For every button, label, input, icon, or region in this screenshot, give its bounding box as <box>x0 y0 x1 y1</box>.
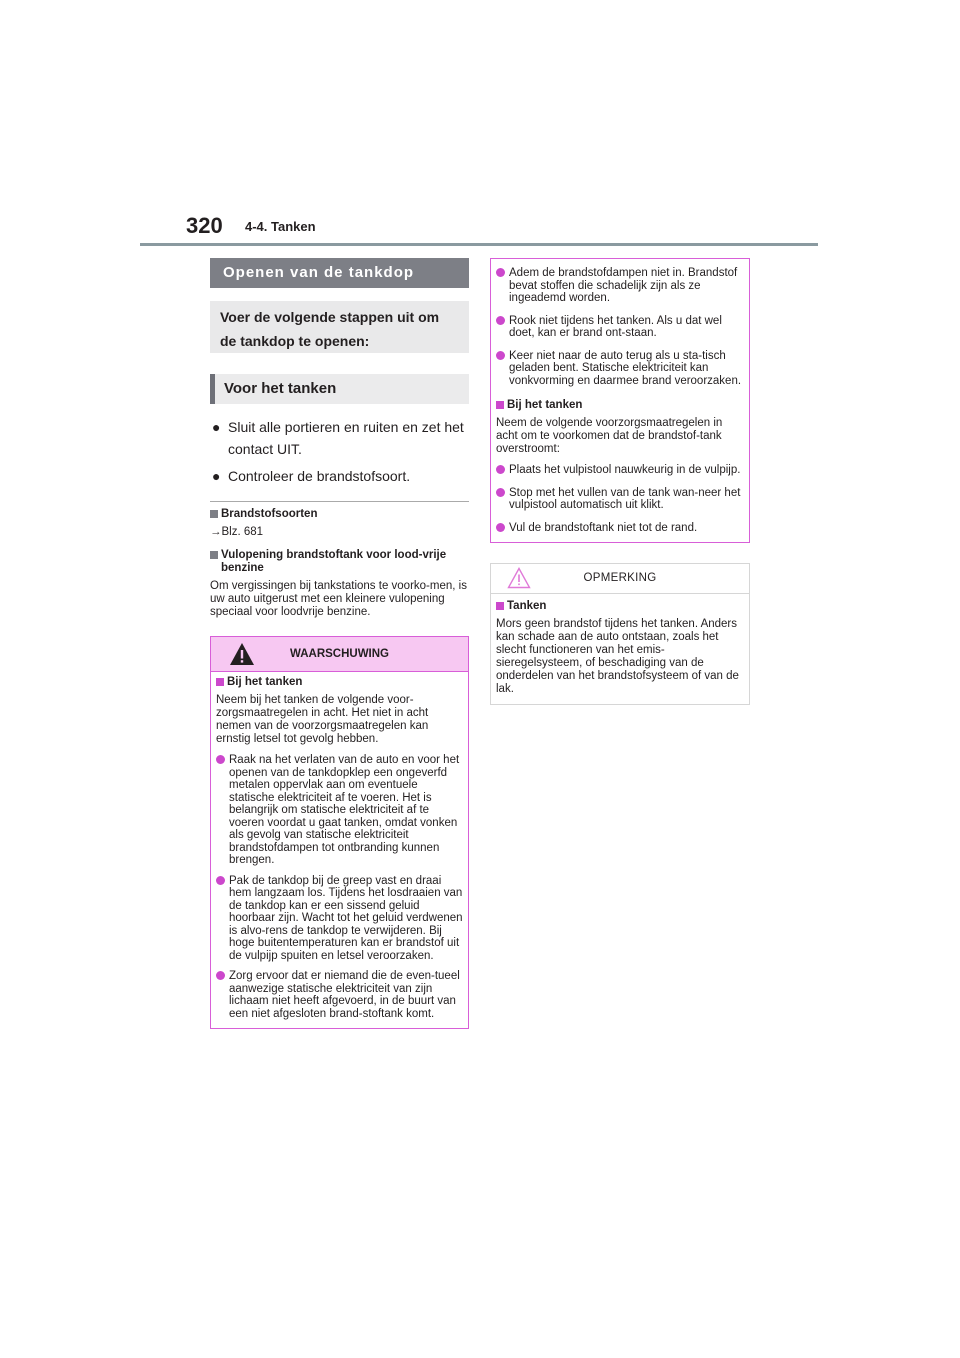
page-number: 320 <box>186 213 223 238</box>
warning-title: WAARSCHUWING <box>211 637 468 672</box>
warning-box-continued <box>490 258 750 543</box>
list-item: ● Controleer de brandstofsoort. <box>210 465 469 487</box>
sub-section-title: Voor het tanken <box>210 374 469 404</box>
opening-text: Om vergissingen bij tankstations te voorko-men, is uw auto uitgerust met een kleinere vulopening speciaal voor loodvrije benzine. <box>210 580 467 618</box>
note-title: OPMERKING <box>491 564 749 594</box>
refuel-intro: Neem de volgende voorzorgsmaatregelen in acht om te voorkomen dat de brandstof-tank overstroomt: <box>496 417 723 455</box>
opening-heading: Vulopening brandstoftank voor lood-vrije benzine <box>210 549 469 575</box>
right-column <box>490 258 750 705</box>
list-item: Pak de tankdop bij de greep vast en draai hem langzaam los. Tijdens het losdraaien van de tankdop kan er een sissend geluid hoorbaar zijn. Wacht tot het geluid verdwenen is alvo-rens de tankdop te verwijderen. Bij hoge buitentemperaturen kan er brandstof uit de vulpijp spuiten en letsel veroorzaken. <box>216 875 463 963</box>
list-item: Keer niet naar de auto terug als u sta-tisch geladen bent. Statische elektriciteit kan vonkvorming en daarmee brand veroorzaken. <box>496 350 744 388</box>
square-bullet-icon <box>216 678 224 686</box>
warning-heading: Bij het tanken <box>216 676 463 689</box>
list-item: ● Sluit alle portieren en ruiten en zet het contact UIT. <box>210 416 469 460</box>
bullet-dot-icon <box>496 465 505 474</box>
list-item: Rook niet tijdens het tanken. Als u dat wel doet, kan er brand ont-staan. <box>496 315 744 340</box>
bullet-dot-icon: ● <box>212 419 221 435</box>
header-rule <box>140 243 818 246</box>
bullet-dot-icon <box>216 876 225 885</box>
bullet-dot-icon <box>496 351 505 360</box>
bullet-dot-icon <box>496 488 505 497</box>
left-column <box>210 258 469 1029</box>
warning-intro: Neem bij het tanken de volgende voor-zorgsmaatregelen in acht. Het niet in acht nemen van de voorzorgsmaatregelen kan ernstig letsel tot gevolg hebben. <box>216 694 429 745</box>
caution-triangle-icon <box>507 567 531 589</box>
list-item: Plaats het vulpistool nauwkeurig in de vulpijp. <box>496 464 744 477</box>
warning-triangle-icon <box>229 642 255 666</box>
bullet-dot-icon <box>216 971 225 980</box>
note-heading: Tanken <box>496 600 744 613</box>
page-reference: →Blz. 681 <box>210 526 264 538</box>
list-item: Raak na het verlaten van de auto en voor het openen van de tankdopklep een ongeverfd metalen oppervlak aan om eventuele statische elektriciteit af te voeren. Het is belangrijk om statische elektriciteit af te voeren voordat u gaat tanken, omdat vonken als gevolg van statische elektriciteit brandstofdampen tot ontbranding kunnen brengen. <box>216 754 463 867</box>
warning-box <box>210 636 469 1029</box>
fuel-types-heading: Brandstofsoorten <box>210 508 469 521</box>
list-item: Vul de brandstoftank niet tot de rand. <box>496 522 744 535</box>
list-item: Adem de brandstofdampen niet in. Brandstof bevat stoffen die schadelijk zijn als ze ingeademd worden. <box>496 267 744 305</box>
note-box <box>490 563 750 705</box>
refuel-heading: Bij het tanken <box>496 399 744 412</box>
bullet-dot-icon <box>216 755 225 764</box>
chapter-title: 4-4. Tanken <box>245 219 316 234</box>
list-item: Stop met het vullen van de tank wan-neer het vulpistool automatisch uit klikt. <box>496 487 744 512</box>
square-bullet-icon <box>210 551 218 559</box>
bullet-dot-icon <box>496 316 505 325</box>
note-text: Mors geen brandstof tijdens het tanken. Anders kan schade aan de auto ontstaan, zoals het slecht functioneren van het emis-sieregelsysteem, of beschadiging van de onderdelen van het brandstofsysteem of van de lak. <box>496 618 739 695</box>
step-list <box>210 416 469 487</box>
intro-box: Voer de volgende stappen uit om de tankdop te openen: <box>210 301 469 353</box>
square-bullet-icon <box>496 602 504 610</box>
square-bullet-icon <box>496 401 504 409</box>
divider <box>210 501 469 502</box>
bullet-dot-icon: ● <box>212 468 221 484</box>
list-item: Zorg ervoor dat er niemand die de even-tueel aanwezige statische elektriciteit van zijn lichaam niet heeft afgevoerd, in de buurt van een niet afgesloten brand-stoftank komt. <box>216 970 463 1020</box>
bullet-dot-icon <box>496 523 505 532</box>
square-bullet-icon <box>210 510 218 518</box>
section-title: Openen van de tankdop <box>210 258 469 288</box>
bullet-dot-icon <box>496 268 505 277</box>
